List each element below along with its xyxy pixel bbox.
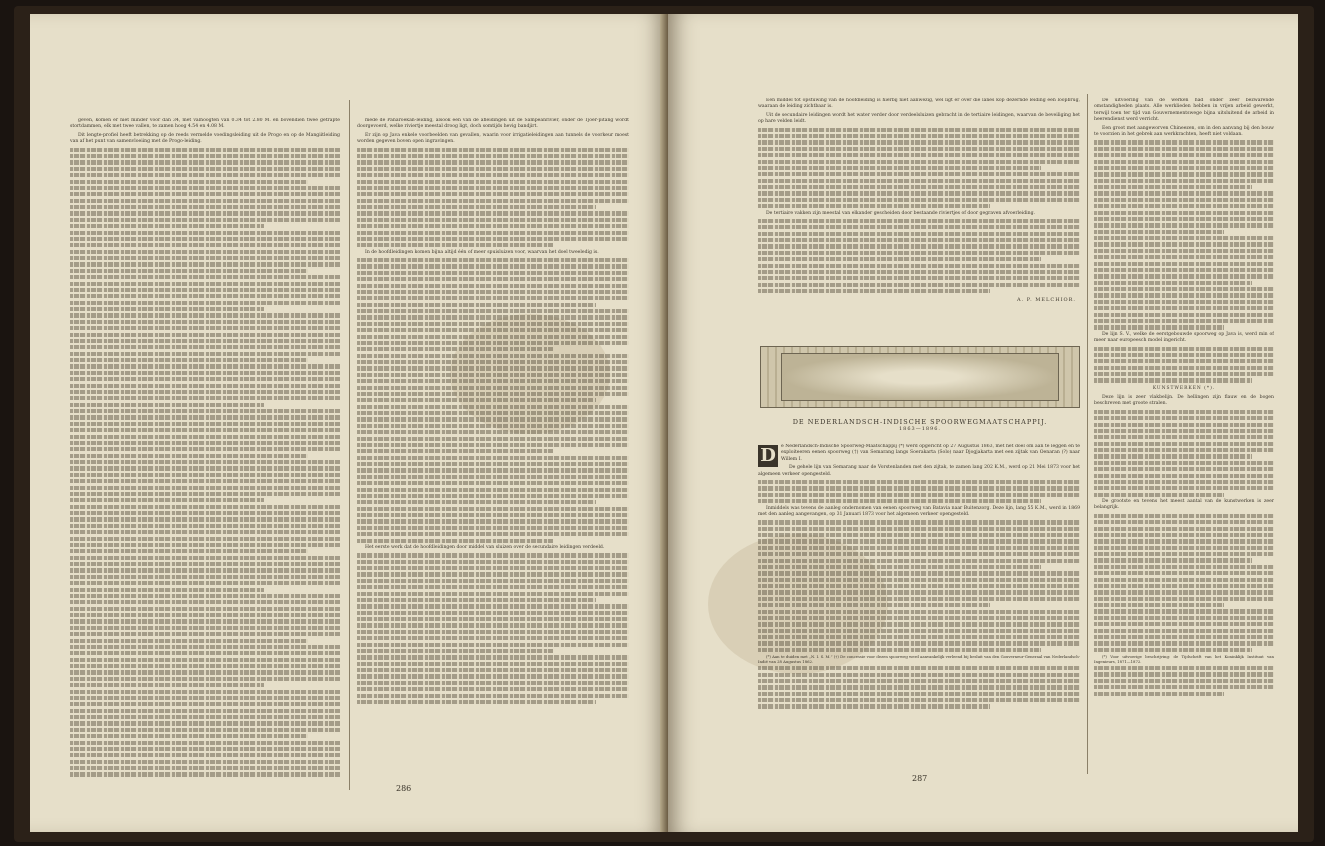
right-page-column-2: [1094, 98, 1274, 758]
right-page-column-1-top: [758, 98, 1080, 338]
right-page: [668, 14, 1298, 832]
right-col2-para2: Een groot met aangeworven Chineezen, om in den aanvang bij den bouw te voorzien in het gebrek aan werkkrachten, heeft niet voldaan.: [1094, 125, 1274, 138]
right-col1-para2: Uit de secundaire leidingen wordt het water verder door verdeelsluizen gebracht in de tertiaire leidingen, waarvan de beveiliging het op hare velden leidt.: [758, 112, 1080, 125]
right-col2-footnotes: (*) Voor uitvoerige beschrijving: de Tijdschrift van het Koninklijk Instituut van Ingenieurs, 1871—1872.: [1094, 654, 1274, 665]
right-page-number: 287: [912, 774, 928, 783]
drop-cap-letter: D: [758, 445, 778, 467]
right-col2-intro: De uitvoering van de werken had onder zeer bezwarende omstandigheden plaats. Alle werklieden hebben in vrijen arbeid gewerkt, terwijl toen ter tijd van Gouvernementswege bijna uitsluitend de arbeid in heerendienst werd verricht.: [1094, 98, 1274, 123]
left-col2-para2: Er zijn op Java enkele voorbeelden van gevallen, waarin voor irrigatieleidingen aan tunnels de voorkeur moest worden gegeven boven open ingravingen.: [357, 132, 629, 145]
kunstwerken-heading: KUNSTWERKEN (*).: [1152, 385, 1216, 391]
left-page-number: 286: [396, 784, 412, 793]
right-col1-para6: Inmiddels was tevens de aanleg ondernomen van eenen spoorweg van Batavia naar Buitenzorg. Deze lijn, lang 55 K.M., werd in 1869 met den aanleg aangevangen, op 31 Januari 1873 voor het algemeen verkeer opengesteld.: [758, 505, 1080, 517]
left-col2-intro: mede de Panaroekan-leiding, alsook een van de afleidingen uit de Sampeanrivier, onder de Tjoer-pitang wordt doorgevoerd, welke riviertje meestal droog ligt, doch somtijds hevig bandjirt.: [357, 118, 629, 130]
right-col2-para5: De grootste en tevens het meest aantal van de kunstwerken is zeer belangrijk.: [1094, 499, 1274, 511]
left-col2-para3: In de hoofdleidingen komen bijna altijd één of meer spuisluizen voor, waarvan het doel tweeledig is.: [365, 249, 599, 255]
right-col1-para5: De gehele lijn van Semarang naar de Vorstenlanden met den zijtak, te zamen lang 202 K.M., werd op 21 Mei 1873 voor het algemeen verkeer opengesteld.: [758, 465, 1080, 477]
left-col1-para2: Dit lengte-profiel heeft betrekking op de reeds vermelde voedingsleiding uit de Progo en op de Mangiitleiding van af het punt van samenvloeiing met de Progo-leiding.: [70, 132, 340, 145]
left-col2-para4: Het eerste werk dat de hoofdleidingen door middel van sluizen over de secundaire leidingen verdeeld.: [365, 544, 605, 550]
right-col2-para3: De lijn S. V., welke de eerstgebouwde spoorweg op Java is, werd min of meer naar europeesch model ingericht.: [1094, 331, 1274, 344]
left-col1-intro: geven, komen er niet minder voor dan 34, met valhoogten van 0.34 tot 2.80 M. en bovendien twee getrapte stortdammen, elk met twee vallen, te zamen hoog 4.54 en 4.08 M.: [70, 118, 340, 130]
right-page-column-1-bottom: [758, 444, 1080, 760]
right-col1-intro: Een middel tot opstuwing van de hoofdleiding is hierbij niet aanwezig, wel ligt er over die lanes kop dezernde leiding een loopbrug, waaraan de leiding zichtbaar is.: [758, 98, 1080, 110]
right-col1-para3: De tertiaire vakken zijn meestal van elkander gescheiden door bestaande riviertjes of door gegraven afvoerleiding.: [766, 210, 1035, 216]
right-col1-footnotes: (*) Aan te duiden met „N. I. S. M.” (†) De concessie voor dezen spoorweg werd aanvankelijk verleend bij besluit van den Gouverneur-Generaal van Nederlandsch-Indië van 28 Augustus 1862.: [758, 654, 1080, 665]
right-column-rule: [1087, 94, 1088, 774]
left-column-rule: [349, 100, 350, 790]
right-col2-para4: Deze lijn is zeer vlakbelijn. De hellingen zijn flauw en de bogen beschreven met groote stralen.: [1094, 394, 1274, 407]
decorative-header-banner: [760, 346, 1080, 408]
left-page: [30, 14, 666, 832]
left-page-column-2: [357, 118, 629, 778]
article-years: 1863—1896.: [898, 426, 942, 432]
article-title-block: [760, 418, 1080, 433]
article-title: DE NEDERLANDSCH-INDISCHE SPOORWEGMAATSCHAPPIJ.: [792, 418, 1048, 426]
article-signature: A. P. MELCHIOR.: [1016, 297, 1076, 304]
left-page-column-1: [70, 118, 340, 778]
article-intro: e Nederlandsch-Indische Spoorweg-Maatschappij (*) werd opgericht op 27 Augustus 1863, met het doel om aan te leggen en te exploiteeren eenen spoorweg (†) van Semarang langs Soerakarta (Solo) naar Djogjakarta met een zijtak van Oenaran (?) naar Willem I.: [781, 444, 1080, 462]
banner-ornament: [781, 353, 1059, 401]
